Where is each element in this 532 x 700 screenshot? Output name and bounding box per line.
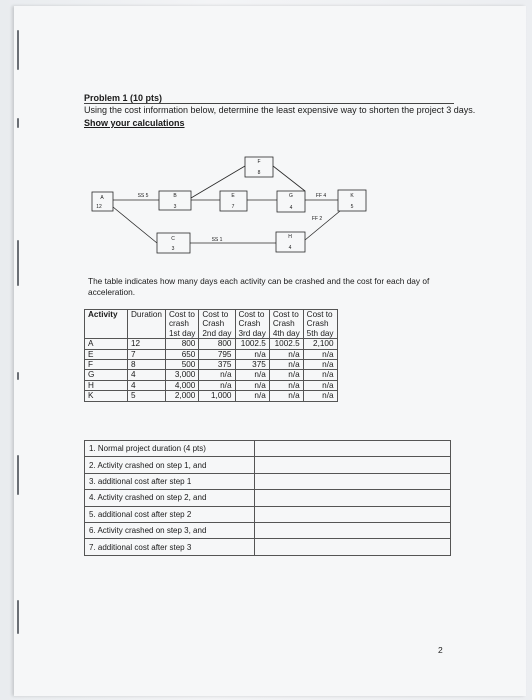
table-cell: 4,000 — [165, 380, 198, 390]
answer-cell[interactable] — [255, 539, 451, 555]
header-line: Crash — [202, 319, 225, 329]
table-cell: n/a — [303, 360, 337, 370]
header-line: Cost to — [306, 310, 333, 319]
edge-H-K — [305, 211, 340, 240]
question-label: 1. Normal project duration (4 pts) — [85, 441, 255, 457]
header-line: Crash — [306, 319, 329, 329]
table-row — [85, 360, 338, 370]
node-A-duration: 12 — [96, 204, 102, 210]
link-label-ss1: SS 1 — [211, 237, 223, 243]
node-A-label: A — [100, 195, 104, 201]
table-cell: n/a — [303, 370, 337, 380]
header-line: Cost to — [202, 310, 229, 319]
table-cell: 4 — [128, 380, 166, 390]
problem-instruction: Using the cost information below, determine the least expensive way to shorten the project 3 days. — [84, 105, 476, 115]
answer-cell[interactable] — [255, 506, 451, 522]
node-B-duration: 3 — [173, 204, 177, 210]
node-K-duration: 5 — [350, 204, 354, 210]
header-duration — [128, 310, 166, 339]
question-label: 3. additional cost after step 1 — [85, 473, 255, 489]
table-cell: 800 — [165, 339, 198, 349]
header-line: 1st day — [168, 328, 196, 338]
node-C-label: C — [171, 236, 175, 242]
header-line: 2nd day — [202, 328, 232, 338]
table-cell: n/a — [303, 391, 337, 401]
table-cell: n/a — [269, 360, 303, 370]
answer-table — [84, 440, 451, 556]
answer-row — [85, 441, 451, 457]
table-cell: 1002.5 — [269, 339, 303, 349]
edge-F-G — [273, 166, 305, 191]
table-cell: F — [85, 360, 128, 370]
table-cell: 7 — [128, 349, 166, 359]
link-label-ff2: FF 2 — [311, 216, 323, 222]
table-cell: K — [85, 391, 128, 401]
table-header-row — [85, 310, 338, 339]
header-line: Cost to — [238, 310, 265, 319]
header-line: Cost to — [168, 310, 195, 319]
table-cell: 500 — [165, 360, 198, 370]
table-cell: 375 — [235, 360, 269, 370]
table-intro: The table indicates how many days each activity can be crashed and the cost for each day of acceleration. — [88, 276, 430, 297]
node-E-label: E — [231, 193, 235, 199]
table-cell: 1,000 — [199, 391, 235, 401]
question-label: 4. Activity crashed on step 2, and — [85, 490, 255, 506]
node-G-duration: 4 — [289, 205, 293, 211]
problem-title: Problem 1 (10 pts) — [84, 93, 163, 103]
table-cell: E — [85, 349, 128, 359]
answer-row — [85, 522, 451, 538]
answer-row — [85, 473, 451, 489]
table-cell: n/a — [269, 391, 303, 401]
answer-cell[interactable] — [255, 490, 451, 506]
show-work-note: Show your calculations — [84, 118, 185, 128]
header-line: 4th day — [272, 328, 300, 338]
answer-row — [85, 506, 451, 522]
header-line: 3rd day — [238, 328, 266, 338]
answer-cell[interactable] — [255, 441, 451, 457]
question-label: 2. Activity crashed on step 1, and — [85, 457, 255, 473]
table-row — [85, 370, 338, 380]
node-F-label: F — [257, 159, 261, 165]
table-cell: 800 — [199, 339, 235, 349]
node-F-duration: 8 — [257, 170, 261, 176]
header-line: Cost to — [272, 310, 299, 319]
node-K-label: K — [350, 193, 354, 199]
header-line: crash — [168, 319, 189, 329]
answer-cell[interactable] — [255, 473, 451, 489]
table-cell: 1002.5 — [235, 339, 269, 349]
table-cell: 8 — [128, 360, 166, 370]
table-cell: n/a — [199, 380, 235, 390]
header-line: 5th day — [306, 328, 334, 338]
table-cell: n/a — [269, 370, 303, 380]
table-row — [85, 339, 338, 349]
node-H-duration: 4 — [288, 245, 292, 251]
table-cell: 12 — [128, 339, 166, 349]
header-line: Crash — [272, 319, 295, 329]
header-cost-day2 — [199, 310, 235, 339]
header-cost-day1 — [165, 310, 198, 339]
table-cell: 375 — [199, 360, 235, 370]
table-cell: n/a — [303, 349, 337, 359]
edge-A-C — [113, 207, 157, 243]
table-row — [85, 349, 338, 359]
header-line: Crash — [238, 319, 261, 329]
node-G-label: G — [289, 193, 293, 199]
edge-B-F — [191, 166, 245, 198]
header-line: Duration — [131, 310, 162, 319]
table-cell: 3,000 — [165, 370, 198, 380]
table-cell: 5 — [128, 391, 166, 401]
link-label-ss5: SS 5 — [137, 193, 149, 199]
table-cell: n/a — [303, 380, 337, 390]
table-cell: n/a — [269, 380, 303, 390]
question-label: 5. additional cost after step 2 — [85, 506, 255, 522]
table-cell: 4 — [128, 370, 166, 380]
crash-cost-table — [84, 309, 338, 402]
link-label-ff4: FF 4 — [315, 193, 327, 199]
table-cell: n/a — [199, 370, 235, 380]
answer-row — [85, 457, 451, 473]
table-cell: n/a — [235, 349, 269, 359]
table-row — [85, 380, 338, 390]
question-label: 6. Activity crashed on step 3, and — [85, 522, 255, 538]
header-cost-day3 — [235, 310, 269, 339]
answer-cell[interactable] — [255, 522, 451, 538]
table-cell: 2,100 — [303, 339, 337, 349]
header-cost-day5 — [303, 310, 337, 339]
page-number: 2 — [438, 645, 443, 655]
header-line: Activity — [88, 310, 118, 319]
node-E-duration: 7 — [231, 204, 235, 210]
table-cell: n/a — [235, 391, 269, 401]
table-cell: 795 — [199, 349, 235, 359]
node-C-duration: 3 — [171, 246, 175, 252]
node-B-label: B — [173, 193, 177, 199]
answer-row — [85, 539, 451, 555]
header-activity — [85, 310, 128, 339]
answer-row — [85, 490, 451, 506]
table-cell: 2,000 — [165, 391, 198, 401]
table-cell: G — [85, 370, 128, 380]
table-cell: n/a — [235, 370, 269, 380]
node-H-label: H — [288, 234, 292, 240]
table-cell: 650 — [165, 349, 198, 359]
table-row — [85, 391, 338, 401]
table-cell: n/a — [269, 349, 303, 359]
answer-cell[interactable] — [255, 457, 451, 473]
question-label: 7. additional cost after step 3 — [85, 539, 255, 555]
table-cell: n/a — [235, 380, 269, 390]
table-cell: A — [85, 339, 128, 349]
header-cost-day4 — [269, 310, 303, 339]
table-cell: H — [85, 380, 128, 390]
